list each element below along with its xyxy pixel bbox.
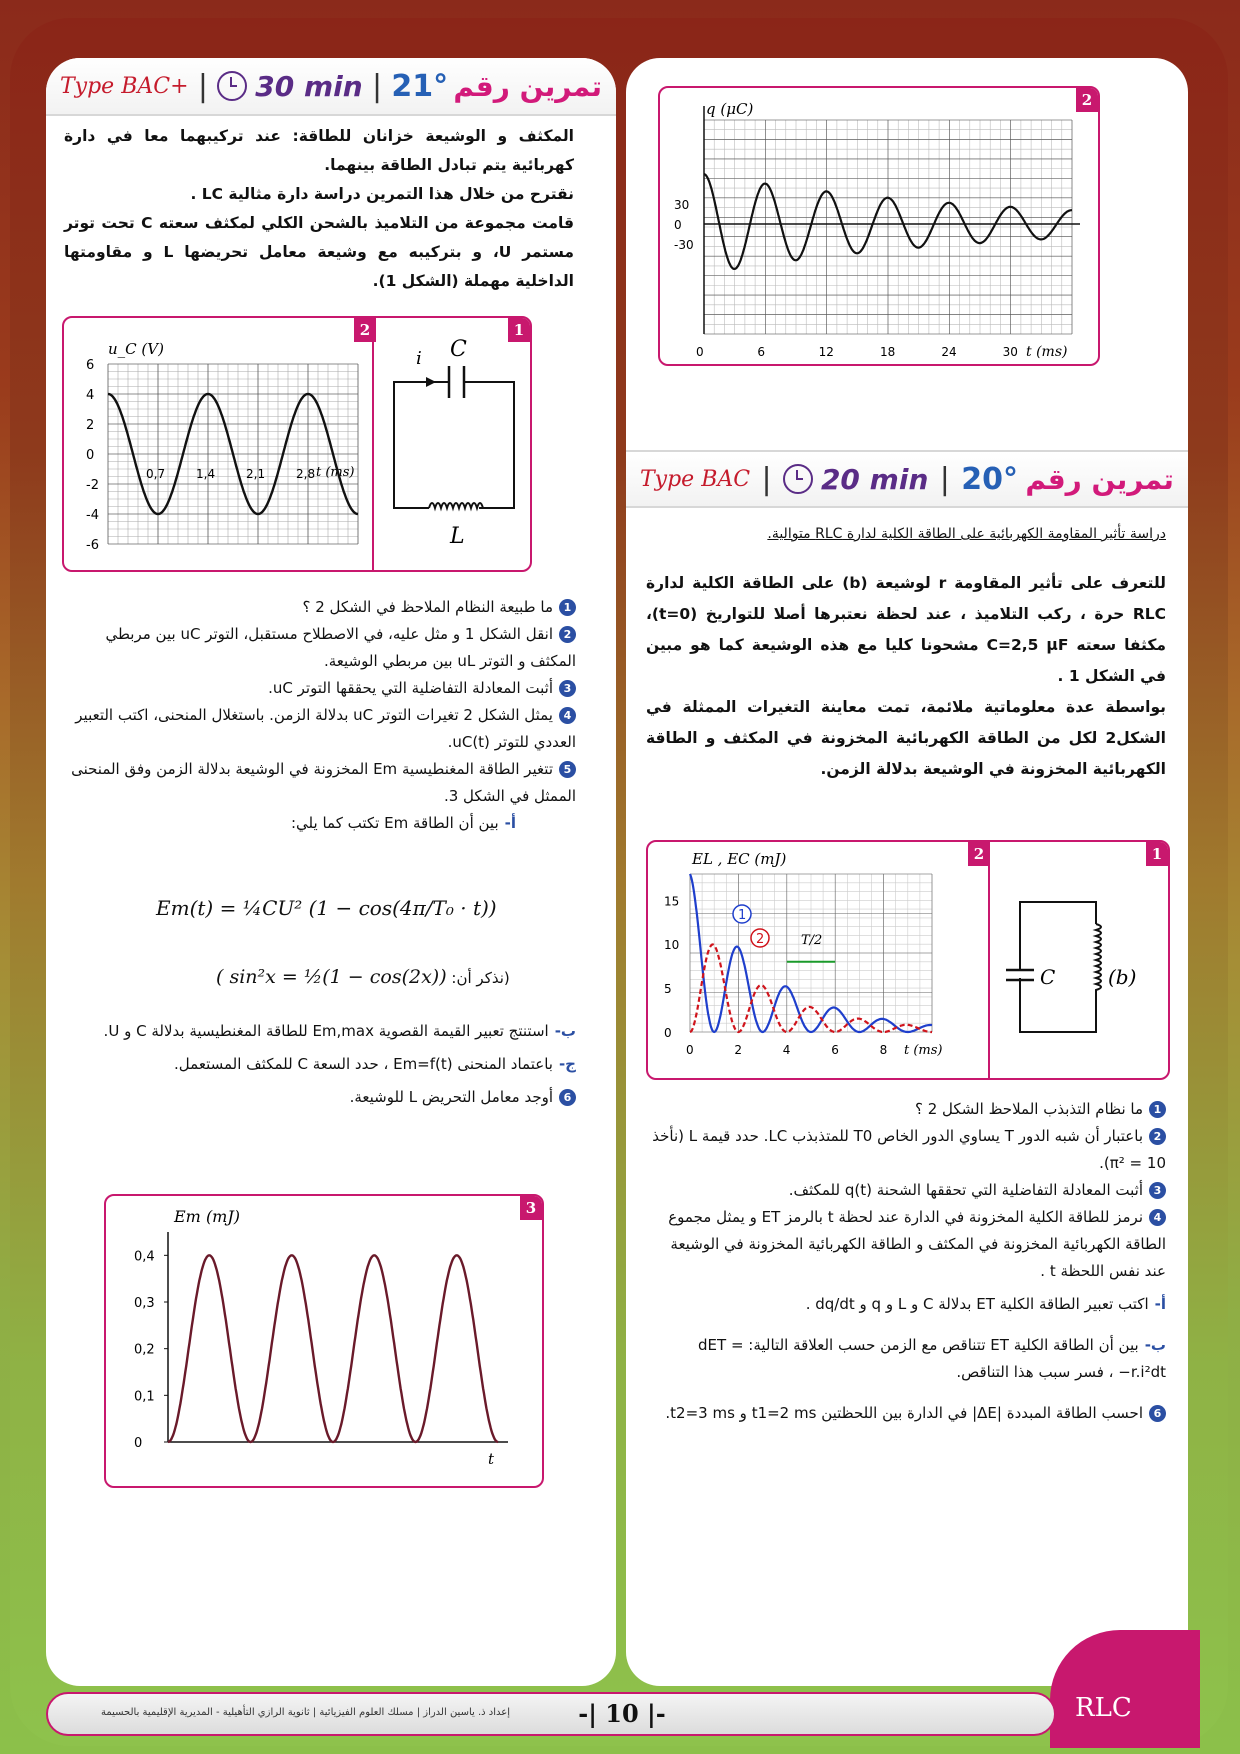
exercise-20-subtitle: دراسة تأثير المقاومة الكهربائية على الطاقة الكلية لدارة RLC متوالية. [767, 526, 1166, 542]
question-3: 3أثبت المعادلة التفاضلية التي يحققها التوتر uC. [62, 675, 576, 702]
lc-circuit [374, 318, 530, 568]
y-tick-label: 5 [664, 982, 672, 997]
question-6: 6أوجد معامل التحريض L للوشيعة. [62, 1084, 576, 1111]
y-tick-label: -2 [86, 478, 99, 493]
exercise-20-header: Type BAC | 20 min | 20° تمرين رقم [626, 450, 1188, 508]
exercise-number: 20° [961, 461, 1018, 497]
question-2: 2انقل الشكل 1 و مثل عليه، في الاصطلاح مستقبل، التوتر uC بين مربطي المكثف و التوتر uL بين مربطي الوشيعة. [105, 625, 576, 670]
y-tick-label: 0,1 [134, 1389, 155, 1405]
figure-3-tag: 3 [520, 1196, 542, 1220]
capacitor-label: C [1040, 965, 1056, 989]
q-figure-box [658, 86, 1100, 366]
exercise-number: 21° [391, 68, 449, 104]
y-axis-label: q (μC) [706, 100, 754, 118]
type-label: Type BAC+ [60, 73, 189, 99]
x-axis-label: t (ms) [316, 465, 355, 480]
y-tick-label: -4 [86, 508, 99, 523]
x-tick-label: 0 [686, 1043, 694, 1057]
y-tick-label: 0 [674, 218, 682, 232]
x-tick-label: 2,8 [296, 467, 316, 481]
y-axis-label: EL , EC (mJ) [692, 850, 787, 868]
em-chart [108, 1198, 538, 1482]
x-tick-label: 24 [941, 345, 957, 359]
charge-chart [662, 90, 1094, 360]
x-tick-label: 6 [831, 1043, 839, 1057]
y-tick-label: 6 [86, 358, 95, 373]
x-tick-label: 2 [734, 1043, 743, 1057]
topic-label: RLC [1075, 1693, 1132, 1723]
type-label: Type BAC [640, 466, 751, 492]
y-tick-label: 0,2 [134, 1342, 155, 1358]
question-1: 1ما طبيعة النظام الملاحظ في الشكل 2 ؟ [62, 594, 576, 621]
y-tick-label: 0 [86, 448, 95, 463]
x-tick-label: 8 [879, 1043, 888, 1057]
sin-identity: sin²x = ½(1 − cos(2x)) ) [216, 966, 447, 988]
figure-1-tag: 1 [508, 318, 530, 342]
x-tick-label: 12 [818, 345, 834, 359]
exercise-21-questions [62, 594, 576, 837]
em-curve [168, 1255, 498, 1442]
footer-info: إعداد ذ. ياسين الدراز | مسلك العلوم الفيزيائية | ثانوية الرازي التأهيلية - المديرية الإقليمية بالحسيمة [100, 1707, 510, 1718]
y-tick-label: 0,4 [134, 1249, 155, 1265]
current-label: i [416, 348, 422, 369]
clock-icon [783, 464, 813, 494]
exercise-title: تمرين رقم [1025, 462, 1174, 496]
duration: 20 min [783, 463, 928, 496]
question-4: 4يمثل الشكل 2 تغيرات التوتر uC بدلالة الزمن. باستغلال المنحنى، اكتب التعبير العددي للتوتر uC(t). [75, 706, 576, 751]
x-tick-label: 0,7 [146, 467, 166, 481]
figure-3-box [104, 1194, 544, 1488]
uc-chart [66, 320, 370, 566]
reminder: (نذكر أن: sin²x = ½(1 − cos(2x)) ) [216, 966, 510, 988]
clock-icon [217, 71, 247, 101]
question-1: 1ما نظام التذبذب الملاحظ الشكل 2 ؟ [646, 1096, 1166, 1123]
energy-chart [650, 844, 986, 1074]
exercise-20-questions [646, 1096, 1166, 1427]
y-tick-label: 0 [664, 1026, 672, 1040]
y-axis-label: Em (mJ) [174, 1207, 241, 1226]
x-tick-label: 4 [782, 1043, 791, 1057]
q-figure-tag: 2 [1076, 88, 1098, 112]
y-tick-label: -6 [86, 538, 99, 553]
x-axis-label: t (ms) [904, 1043, 943, 1058]
y-tick-label: 0 [134, 1436, 143, 1451]
duration: 30 min [217, 70, 362, 103]
figure-1-tag: 1 [1146, 842, 1168, 866]
right-panel [626, 58, 1188, 1686]
series-label: 2 [756, 932, 765, 947]
page-number: -| 10 |- [578, 1699, 666, 1728]
exercise-21-questions-b [62, 1018, 576, 1111]
series-label: 1 [738, 908, 747, 923]
exercise-21-panel [46, 58, 616, 1686]
x-tick-label: 2,1 [246, 467, 266, 481]
exercise-21-header: Type BAC+ | 30 min | 21° تمرين رقم [46, 58, 616, 116]
exercise-21-intro: المكثف و الوشيعة خزانان للطاقة: عند تركيبهما معا في دارة كهربائية يتم تبادل الطاقة بينهما. نقترح من خلال هذا التمرين دراسة دارة مثالية LC . قامت مجموعة من التلاميذ بالشحن الكلي لمكثف سعته C تحت توتر مستمر U، و بتركيبه مع وشيعة معامل تحريضها L و مقاومتها الداخلية مهملة (الشكل 1). [64, 127, 574, 290]
question-3: 3أثبت المعادلة التفاضلية التي تحققها الشحنة q(t) للمكثف. [646, 1177, 1166, 1204]
em-formula: Em(t) = ¼CU² (1 − cos(4π/T₀ · t)) [156, 896, 497, 920]
figures-box-1-2 [62, 316, 532, 572]
question-4a: أ-اكتب تعبير الطاقة الكلية ET بدلالة C و L و q و dq/dt . [805, 1295, 1166, 1313]
half-period-label: T/2 [801, 932, 823, 948]
topic-tab [1050, 1630, 1200, 1748]
capacitor-label: C [450, 337, 467, 362]
y-tick-label: 4 [86, 388, 95, 403]
y-axis-label: u_C (V) [108, 340, 164, 358]
y-tick-label: 30 [674, 198, 690, 212]
x-axis-label: t [488, 1450, 495, 1468]
question-2: 2باعتبار أن شبه الدور T يساوي الدور الخاص T0 للمتذبذب LC. حدد قيمة L (نأخذ π² = 10). [652, 1127, 1166, 1172]
question-5a: أ-بين أن الطاقة Em تكتب كما يلي: [290, 814, 516, 832]
x-tick-label: 18 [880, 345, 896, 359]
y-tick-label: -30 [674, 238, 694, 252]
rc-coil-circuit [990, 842, 1166, 1076]
ex20-figures-box [646, 840, 1170, 1080]
y-tick-label: 10 [664, 938, 680, 953]
y-tick-label: 2 [86, 418, 95, 433]
coil-label: (b) [1108, 965, 1137, 989]
x-axis-label: t (ms) [1026, 344, 1068, 360]
y-tick-label: 0,3 [134, 1296, 155, 1311]
figure-2-tag: 2 [354, 318, 376, 342]
question-5: 5تتغير الطاقة المغنطيسية Em المخزونة في الوشيعة بدلالة الزمن وفق المنحنى الممثل في الشكل 3. [71, 760, 576, 805]
figure-2-tag: 2 [968, 842, 990, 866]
x-tick-label: 30 [1002, 345, 1018, 359]
question-5b: ب-استنتج تعبير القيمة القصوية Em,max للطاقة المغنطيسية بدلالة C و U. [103, 1022, 576, 1040]
x-tick-label: 6 [757, 345, 765, 359]
question-4b: ب-بين أن الطاقة الكلية ET تتناقص مع الزمن حسب العلاقة التالية: dET = −r.i²dt ، فسر سبب هذا التناقص. [698, 1336, 1166, 1381]
y-tick-label: 15 [664, 894, 680, 909]
x-tick-label: 0 [696, 345, 704, 359]
exercise-title: تمرين رقم [453, 69, 602, 103]
coil-label: L [450, 524, 465, 549]
exercise-20-intro: للتعرف على تأثير المقاومة r لوشيعة (b) على الطاقة الكلية لدارة RLC حرة ، ركب التلاميذ ، عند لحظة نعتبرها أصلا للتواريخ (t=0)، مكثفا سعته C=2,5 μF مشحونا كليا مع هذه الوشيعة كما هو مبين في الشكل 1 . بواسطة عدة معلوماتية ملائمة، تمت معاينة التغيرات الممثلة في الشكل2 لكل من الطاقة الكهربائية المخزونة في المكثف و الطاقة الكهربائية المخزونة في الوشيعة بدلالة الزمن. [646, 574, 1166, 778]
question-5c: ج-باعتماد المنحنى Em=f(t) ، حدد السعة C للمكثف المستعمل. [174, 1055, 576, 1073]
question-4: 4نرمز للطاقة الكلية المخزونة في الدارة عند لحظة t بالرمز ET و يمثل مجموع الطاقة الكهربائية المخزونة في المكثف و الطاقة الكهربائية المخزونة في الوشيعة عند نفس اللحظة t . [668, 1208, 1166, 1280]
x-tick-label: 1,4 [196, 467, 216, 481]
question-6: 6احسب الطاقة المبددة |ΔE| في الدارة بين اللحظتين t1=2 ms و t2=3 ms. [646, 1400, 1166, 1427]
